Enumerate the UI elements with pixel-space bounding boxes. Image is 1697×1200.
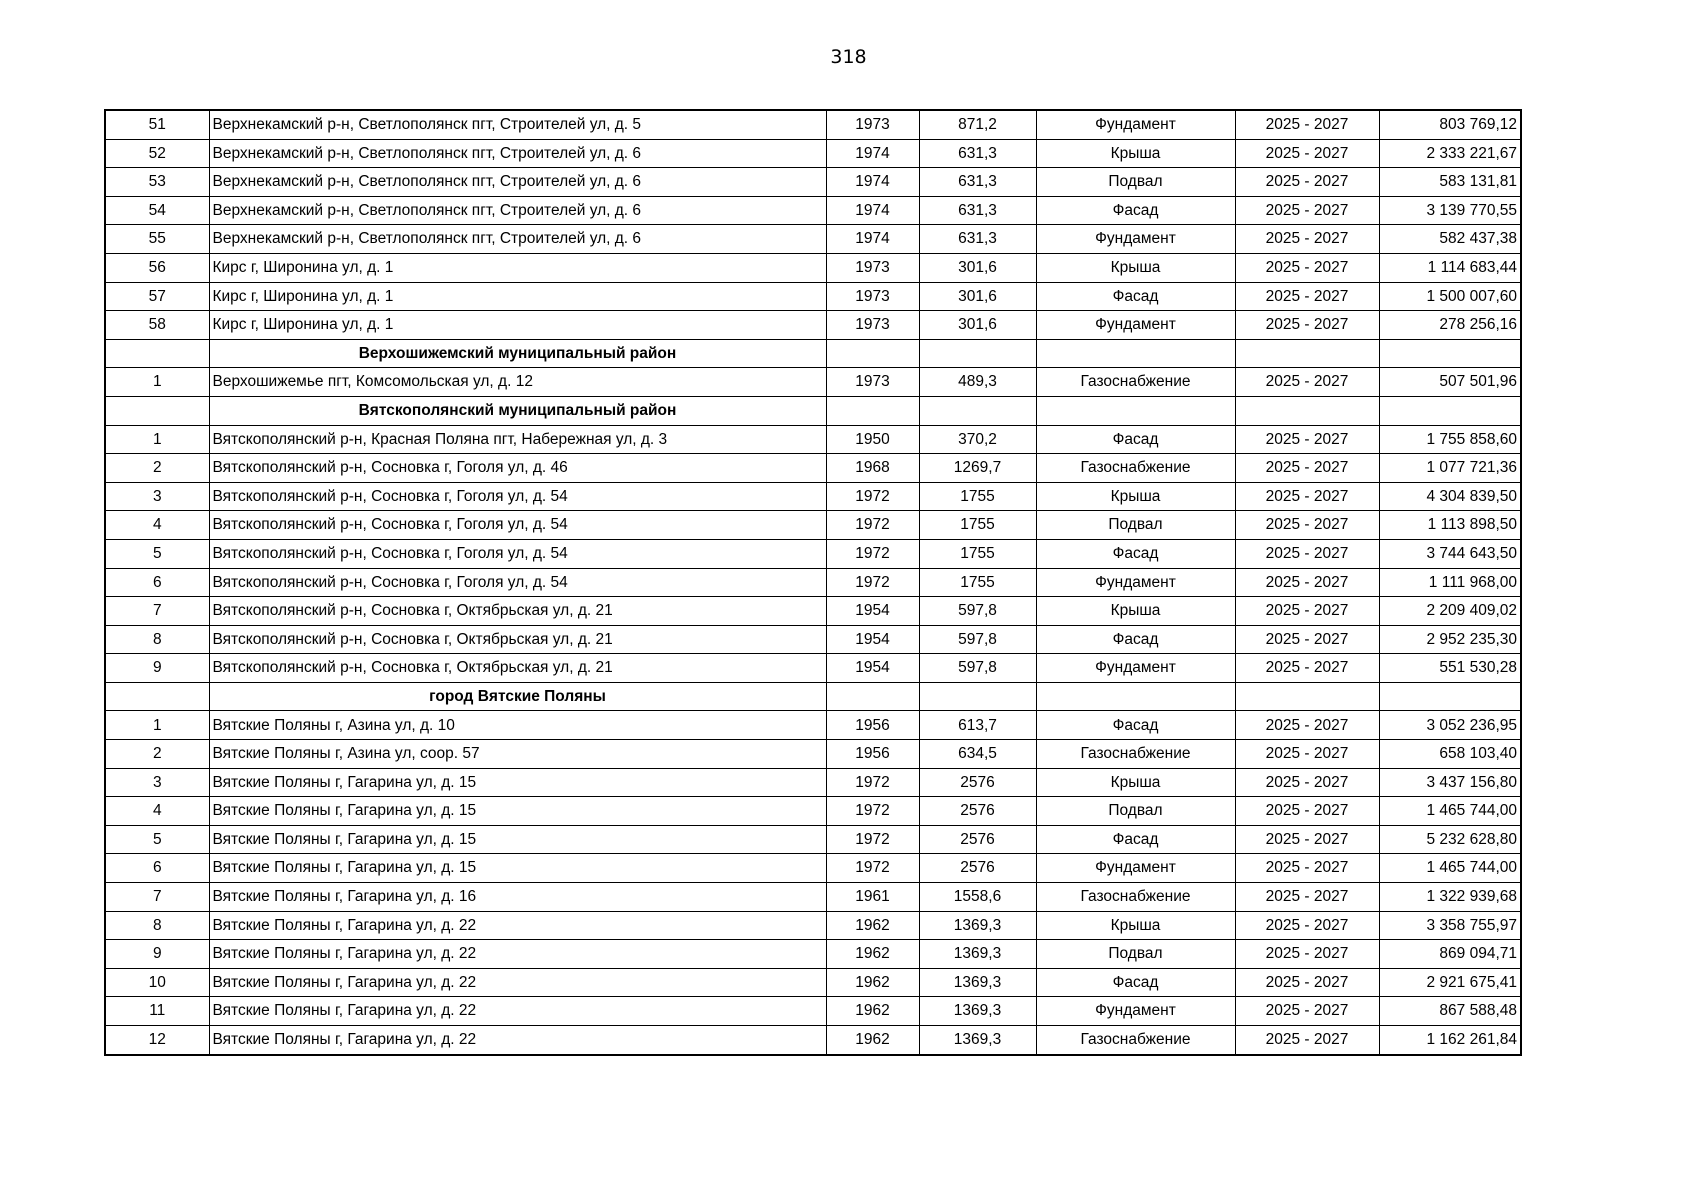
address-cell: Верхнекамский р-н, Светлополянск пгт, Строителей ул, д. 6 (209, 196, 826, 225)
row-number: 10 (105, 968, 209, 997)
section-header-row (105, 396, 1521, 425)
address-cell: Вятскополянский р-н, Сосновка г, Октябрьская ул, д. 21 (209, 625, 826, 654)
address-cell: Вятские Поляны г, Гагарина ул, д. 15 (209, 854, 826, 883)
year-cell: 1974 (826, 139, 919, 168)
year-cell: 1972 (826, 482, 919, 511)
table-row (105, 883, 1521, 912)
table-row (105, 854, 1521, 883)
area-cell: 1369,3 (919, 968, 1036, 997)
table-row (105, 311, 1521, 340)
period-cell: 2025 - 2027 (1235, 168, 1379, 197)
row-number: 52 (105, 139, 209, 168)
row-number: 2 (105, 740, 209, 769)
year-cell: 1962 (826, 1026, 919, 1055)
cost-cell: 4 304 839,50 (1379, 482, 1521, 511)
work-type-cell: Фасад (1036, 968, 1235, 997)
period-cell: 2025 - 2027 (1235, 797, 1379, 826)
work-type-cell: Крыша (1036, 911, 1235, 940)
area-cell: 634,5 (919, 740, 1036, 769)
empty-cell (1379, 339, 1521, 368)
work-type-cell: Фасад (1036, 539, 1235, 568)
row-number: 8 (105, 911, 209, 940)
cost-cell: 5 232 628,80 (1379, 825, 1521, 854)
section-title: Вятскополянский муниципальный район (209, 396, 826, 425)
work-type-cell: Крыша (1036, 139, 1235, 168)
row-number: 12 (105, 1026, 209, 1055)
period-cell: 2025 - 2027 (1235, 454, 1379, 483)
cost-cell: 2 952 235,30 (1379, 625, 1521, 654)
work-type-cell: Крыша (1036, 768, 1235, 797)
area-cell: 1755 (919, 482, 1036, 511)
row-number: 1 (105, 711, 209, 740)
year-cell: 1972 (826, 825, 919, 854)
address-cell: Вятские Поляны г, Гагарина ул, д. 15 (209, 797, 826, 826)
cost-cell: 1 465 744,00 (1379, 797, 1521, 826)
empty-cell (1036, 396, 1235, 425)
empty-cell (1235, 339, 1379, 368)
address-cell: Верхнекамский р-н, Светлополянск пгт, Строителей ул, д. 6 (209, 168, 826, 197)
cost-cell: 551 530,28 (1379, 654, 1521, 683)
year-cell: 1973 (826, 282, 919, 311)
year-cell: 1972 (826, 797, 919, 826)
table-row (105, 368, 1521, 397)
empty-cell (1235, 682, 1379, 711)
address-cell: Кирс г, Широнина ул, д. 1 (209, 282, 826, 311)
period-cell: 2025 - 2027 (1235, 539, 1379, 568)
page-number: 318 (830, 46, 867, 68)
empty-cell (919, 396, 1036, 425)
area-cell: 631,3 (919, 168, 1036, 197)
row-number: 5 (105, 825, 209, 854)
empty-cell (1379, 396, 1521, 425)
area-cell: 1755 (919, 511, 1036, 540)
row-number: 7 (105, 883, 209, 912)
row-number: 9 (105, 940, 209, 969)
table-row (105, 997, 1521, 1026)
period-cell: 2025 - 2027 (1235, 940, 1379, 969)
period-cell: 2025 - 2027 (1235, 1026, 1379, 1055)
row-number: 54 (105, 196, 209, 225)
work-type-cell: Газоснабжение (1036, 454, 1235, 483)
cost-cell: 867 588,48 (1379, 997, 1521, 1026)
period-cell: 2025 - 2027 (1235, 282, 1379, 311)
area-cell: 597,8 (919, 597, 1036, 626)
empty-cell (1235, 396, 1379, 425)
area-cell: 1369,3 (919, 997, 1036, 1026)
address-cell: Верхошижемье пгт, Комсомольская ул, д. 12 (209, 368, 826, 397)
row-number: 3 (105, 768, 209, 797)
area-cell: 1755 (919, 568, 1036, 597)
cost-cell: 1 114 683,44 (1379, 253, 1521, 282)
work-type-cell: Крыша (1036, 482, 1235, 511)
row-number: 5 (105, 539, 209, 568)
cost-cell: 2 333 221,67 (1379, 139, 1521, 168)
area-cell: 631,3 (919, 139, 1036, 168)
work-type-cell: Подвал (1036, 511, 1235, 540)
section-header-row (105, 339, 1521, 368)
cost-cell: 1 113 898,50 (1379, 511, 1521, 540)
empty-cell (1036, 682, 1235, 711)
area-cell: 597,8 (919, 625, 1036, 654)
area-cell: 631,3 (919, 196, 1036, 225)
year-cell: 1973 (826, 311, 919, 340)
address-cell: Вятскополянский р-н, Сосновка г, Гоголя ул, д. 46 (209, 454, 826, 483)
year-cell: 1962 (826, 968, 919, 997)
address-cell: Вятскополянский р-н, Сосновка г, Гоголя ул, д. 54 (209, 539, 826, 568)
period-cell: 2025 - 2027 (1235, 768, 1379, 797)
work-type-cell: Фундамент (1036, 110, 1235, 139)
work-type-cell: Фасад (1036, 425, 1235, 454)
table-row (105, 282, 1521, 311)
area-cell: 489,3 (919, 368, 1036, 397)
table-row (105, 711, 1521, 740)
area-cell: 597,8 (919, 654, 1036, 683)
area-cell: 301,6 (919, 253, 1036, 282)
year-cell: 1962 (826, 911, 919, 940)
section-header-row (105, 682, 1521, 711)
area-cell: 301,6 (919, 282, 1036, 311)
area-cell: 2576 (919, 768, 1036, 797)
cost-cell: 2 921 675,41 (1379, 968, 1521, 997)
cost-cell: 583 131,81 (1379, 168, 1521, 197)
cost-cell: 507 501,96 (1379, 368, 1521, 397)
area-cell: 370,2 (919, 425, 1036, 454)
row-number: 4 (105, 511, 209, 540)
work-type-cell: Фундамент (1036, 997, 1235, 1026)
empty-cell (105, 396, 209, 425)
year-cell: 1954 (826, 597, 919, 626)
row-number: 6 (105, 854, 209, 883)
period-cell: 2025 - 2027 (1235, 654, 1379, 683)
cost-cell: 3 139 770,55 (1379, 196, 1521, 225)
cost-cell: 1 500 007,60 (1379, 282, 1521, 311)
work-type-cell: Фундамент (1036, 854, 1235, 883)
table-row (105, 425, 1521, 454)
table-row (105, 568, 1521, 597)
section-title: город Вятские Поляны (209, 682, 826, 711)
table-row (105, 768, 1521, 797)
address-cell: Вятские Поляны г, Азина ул, соор. 57 (209, 740, 826, 769)
area-cell: 2576 (919, 825, 1036, 854)
address-cell: Вятскополянский р-н, Сосновка г, Гоголя ул, д. 54 (209, 482, 826, 511)
row-number: 6 (105, 568, 209, 597)
cost-cell: 869 094,71 (1379, 940, 1521, 969)
table-row (105, 454, 1521, 483)
table-row (105, 940, 1521, 969)
year-cell: 1974 (826, 196, 919, 225)
year-cell: 1956 (826, 711, 919, 740)
year-cell: 1972 (826, 511, 919, 540)
year-cell: 1974 (826, 168, 919, 197)
cost-cell: 3 052 236,95 (1379, 711, 1521, 740)
row-number: 51 (105, 110, 209, 139)
period-cell: 2025 - 2027 (1235, 597, 1379, 626)
address-cell: Вятские Поляны г, Гагарина ул, д. 22 (209, 940, 826, 969)
address-cell: Вятскополянский р-н, Сосновка г, Гоголя ул, д. 54 (209, 511, 826, 540)
cost-cell: 1 077 721,36 (1379, 454, 1521, 483)
year-cell: 1972 (826, 768, 919, 797)
empty-cell (826, 339, 919, 368)
work-type-cell: Фасад (1036, 196, 1235, 225)
cost-cell: 2 209 409,02 (1379, 597, 1521, 626)
address-cell: Верхнекамский р-н, Светлополянск пгт, Строителей ул, д. 5 (209, 110, 826, 139)
table-row (105, 797, 1521, 826)
work-type-cell: Фундамент (1036, 225, 1235, 254)
address-cell: Кирс г, Широнина ул, д. 1 (209, 253, 826, 282)
empty-cell (1379, 682, 1521, 711)
empty-cell (1036, 339, 1235, 368)
empty-cell (919, 339, 1036, 368)
work-type-cell: Газоснабжение (1036, 368, 1235, 397)
year-cell: 1954 (826, 625, 919, 654)
section-title: Верхошижемский муниципальный район (209, 339, 826, 368)
table-row (105, 225, 1521, 254)
repair-program-table (104, 109, 1522, 1056)
period-cell: 2025 - 2027 (1235, 482, 1379, 511)
year-cell: 1972 (826, 854, 919, 883)
area-cell: 631,3 (919, 225, 1036, 254)
period-cell: 2025 - 2027 (1235, 711, 1379, 740)
empty-cell (105, 339, 209, 368)
year-cell: 1972 (826, 568, 919, 597)
area-cell: 301,6 (919, 311, 1036, 340)
table-row (105, 654, 1521, 683)
period-cell: 2025 - 2027 (1235, 511, 1379, 540)
period-cell: 2025 - 2027 (1235, 740, 1379, 769)
cost-cell: 803 769,12 (1379, 110, 1521, 139)
work-type-cell: Фасад (1036, 825, 1235, 854)
year-cell: 1961 (826, 883, 919, 912)
row-number: 58 (105, 311, 209, 340)
period-cell: 2025 - 2027 (1235, 425, 1379, 454)
table-row (105, 110, 1521, 139)
empty-cell (826, 682, 919, 711)
cost-cell: 3 744 643,50 (1379, 539, 1521, 568)
address-cell: Вятскополянский р-н, Красная Поляна пгт, Набережная ул, д. 3 (209, 425, 826, 454)
table-row (105, 139, 1521, 168)
work-type-cell: Фасад (1036, 625, 1235, 654)
row-number: 3 (105, 482, 209, 511)
address-cell: Верхнекамский р-н, Светлополянск пгт, Строителей ул, д. 6 (209, 139, 826, 168)
cost-cell: 582 437,38 (1379, 225, 1521, 254)
row-number: 57 (105, 282, 209, 311)
year-cell: 1974 (826, 225, 919, 254)
address-cell: Вятские Поляны г, Гагарина ул, д. 15 (209, 825, 826, 854)
work-type-cell: Фундамент (1036, 311, 1235, 340)
table-row (105, 740, 1521, 769)
period-cell: 2025 - 2027 (1235, 625, 1379, 654)
period-cell: 2025 - 2027 (1235, 997, 1379, 1026)
work-type-cell: Фундамент (1036, 654, 1235, 683)
area-cell: 2576 (919, 797, 1036, 826)
work-type-cell: Фасад (1036, 711, 1235, 740)
work-type-cell: Крыша (1036, 597, 1235, 626)
table-row (105, 597, 1521, 626)
work-type-cell: Подвал (1036, 168, 1235, 197)
cost-cell: 278 256,16 (1379, 311, 1521, 340)
row-number: 55 (105, 225, 209, 254)
address-cell: Вятские Поляны г, Гагарина ул, д. 15 (209, 768, 826, 797)
cost-cell: 658 103,40 (1379, 740, 1521, 769)
row-number: 11 (105, 997, 209, 1026)
area-cell: 1369,3 (919, 911, 1036, 940)
cost-cell: 3 358 755,97 (1379, 911, 1521, 940)
row-number: 56 (105, 253, 209, 282)
period-cell: 2025 - 2027 (1235, 311, 1379, 340)
period-cell: 2025 - 2027 (1235, 253, 1379, 282)
row-number: 9 (105, 654, 209, 683)
work-type-cell: Крыша (1036, 253, 1235, 282)
cost-cell: 1 162 261,84 (1379, 1026, 1521, 1055)
period-cell: 2025 - 2027 (1235, 225, 1379, 254)
area-cell: 1369,3 (919, 1026, 1036, 1055)
row-number: 2 (105, 454, 209, 483)
year-cell: 1968 (826, 454, 919, 483)
table-row (105, 253, 1521, 282)
area-cell: 871,2 (919, 110, 1036, 139)
table-row (105, 968, 1521, 997)
work-type-cell: Газоснабжение (1036, 1026, 1235, 1055)
area-cell: 1269,7 (919, 454, 1036, 483)
table-row (105, 825, 1521, 854)
work-type-cell: Газоснабжение (1036, 883, 1235, 912)
year-cell: 1956 (826, 740, 919, 769)
row-number: 8 (105, 625, 209, 654)
area-cell: 1558,6 (919, 883, 1036, 912)
period-cell: 2025 - 2027 (1235, 139, 1379, 168)
year-cell: 1962 (826, 997, 919, 1026)
cost-cell: 1 755 858,60 (1379, 425, 1521, 454)
work-type-cell: Подвал (1036, 940, 1235, 969)
address-cell: Вятские Поляны г, Гагарина ул, д. 22 (209, 1026, 826, 1055)
table-row (105, 168, 1521, 197)
year-cell: 1962 (826, 940, 919, 969)
address-cell: Вятскополянский р-н, Сосновка г, Октябрьская ул, д. 21 (209, 597, 826, 626)
table-row (105, 482, 1521, 511)
work-type-cell: Подвал (1036, 797, 1235, 826)
table-row (105, 625, 1521, 654)
period-cell: 2025 - 2027 (1235, 568, 1379, 597)
work-type-cell: Фасад (1036, 282, 1235, 311)
period-cell: 2025 - 2027 (1235, 968, 1379, 997)
table-row (105, 539, 1521, 568)
work-type-cell: Газоснабжение (1036, 740, 1235, 769)
work-type-cell: Фундамент (1036, 568, 1235, 597)
period-cell: 2025 - 2027 (1235, 911, 1379, 940)
empty-cell (105, 682, 209, 711)
row-number: 53 (105, 168, 209, 197)
year-cell: 1950 (826, 425, 919, 454)
year-cell: 1954 (826, 654, 919, 683)
year-cell: 1973 (826, 110, 919, 139)
table-row (105, 511, 1521, 540)
row-number: 7 (105, 597, 209, 626)
cost-cell: 3 437 156,80 (1379, 768, 1521, 797)
area-cell: 1755 (919, 539, 1036, 568)
address-cell: Вятскополянский р-н, Сосновка г, Гоголя ул, д. 54 (209, 568, 826, 597)
cost-cell: 1 465 744,00 (1379, 854, 1521, 883)
address-cell: Верхнекамский р-н, Светлополянск пгт, Строителей ул, д. 6 (209, 225, 826, 254)
address-cell: Вятские Поляны г, Гагарина ул, д. 16 (209, 883, 826, 912)
address-cell: Вятские Поляны г, Азина ул, д. 10 (209, 711, 826, 740)
period-cell: 2025 - 2027 (1235, 883, 1379, 912)
table-row (105, 1026, 1521, 1055)
year-cell: 1973 (826, 368, 919, 397)
cost-cell: 1 111 968,00 (1379, 568, 1521, 597)
area-cell: 613,7 (919, 711, 1036, 740)
row-number: 1 (105, 425, 209, 454)
period-cell: 2025 - 2027 (1235, 368, 1379, 397)
year-cell: 1972 (826, 539, 919, 568)
period-cell: 2025 - 2027 (1235, 854, 1379, 883)
period-cell: 2025 - 2027 (1235, 110, 1379, 139)
cost-cell: 1 322 939,68 (1379, 883, 1521, 912)
period-cell: 2025 - 2027 (1235, 196, 1379, 225)
address-cell: Вятские Поляны г, Гагарина ул, д. 22 (209, 968, 826, 997)
table-row (105, 196, 1521, 225)
address-cell: Вятскополянский р-н, Сосновка г, Октябрьская ул, д. 21 (209, 654, 826, 683)
row-number: 1 (105, 368, 209, 397)
period-cell: 2025 - 2027 (1235, 825, 1379, 854)
address-cell: Вятские Поляны г, Гагарина ул, д. 22 (209, 997, 826, 1026)
area-cell: 1369,3 (919, 940, 1036, 969)
empty-cell (919, 682, 1036, 711)
empty-cell (826, 396, 919, 425)
year-cell: 1973 (826, 253, 919, 282)
area-cell: 2576 (919, 854, 1036, 883)
address-cell: Кирс г, Широнина ул, д. 1 (209, 311, 826, 340)
address-cell: Вятские Поляны г, Гагарина ул, д. 22 (209, 911, 826, 940)
row-number: 4 (105, 797, 209, 826)
table-body (105, 110, 1521, 1055)
table-row (105, 911, 1521, 940)
